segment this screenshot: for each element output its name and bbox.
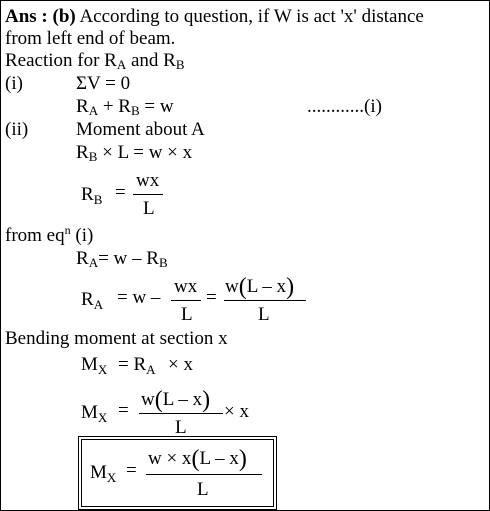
ra-fraction-bar-1 — [171, 300, 201, 301]
answer-intro-line — [5, 6, 424, 28]
mx2-numerator — [141, 387, 211, 413]
ra-sub-b: B — [158, 255, 168, 270]
ra-equation — [76, 248, 168, 270]
moment-eq-sub: B — [88, 149, 98, 164]
rb-denominator: L — [143, 198, 155, 219]
ra-fraction-equation — [81, 273, 321, 329]
mx3-lhs-inner — [90, 463, 116, 484]
eq2-rhs: = w — [139, 96, 174, 117]
intro-continuation: from left end of beam. — [5, 28, 176, 49]
step-i-number: (i) — [5, 73, 23, 94]
mx2-tail: × x — [224, 401, 249, 422]
ra-num2-body: L – x — [246, 276, 287, 297]
mx1-tail: × x — [168, 354, 193, 375]
eq2-sub-a: A — [88, 103, 99, 118]
mx1-lhs-m: M — [81, 354, 98, 375]
reaction-sub-b: B — [175, 57, 185, 72]
mx2-lhs — [81, 403, 107, 424]
eq2-plus: + R — [98, 96, 131, 117]
close-paren: ) — [286, 274, 295, 300]
ra-frac-lhs-r: R — [81, 289, 94, 310]
moment-about-a-title: Moment about A — [76, 119, 205, 140]
sum-v-equation: ΣV = 0 — [76, 73, 131, 94]
ra-mid: = w – R — [98, 248, 159, 269]
answer-label: Ans : — [5, 6, 48, 27]
ra-frac-eq2: = — [206, 287, 217, 308]
mx1-rhs-r: = R — [118, 354, 147, 375]
mx3-denominator: L — [197, 479, 209, 500]
intro-text: According to question, if W is act 'x' distance — [75, 6, 424, 27]
ra-sub-a: A — [88, 255, 99, 270]
mx2-denominator: L — [175, 417, 187, 438]
ra-r: R — [76, 248, 89, 269]
ra-frac-lhs-sub: A — [93, 297, 104, 312]
reaction-heading-text: Reaction for R — [5, 50, 117, 71]
mx-equation-2 — [81, 385, 281, 441]
mx2-lhs-m: M — [81, 402, 98, 423]
mx2-lhs-sub: X — [97, 410, 108, 425]
moment-eq-rhs: × L = w × x — [97, 142, 193, 163]
option-label: (b) — [52, 6, 76, 27]
mx1-rhs — [118, 355, 156, 376]
ra-fraction-bar-2 — [224, 300, 306, 301]
reaction-heading — [5, 50, 185, 72]
rb-lhs — [81, 185, 102, 206]
mx3-numerator — [148, 446, 247, 472]
ra-frac-num2 — [225, 274, 295, 300]
reaction-and: and R — [126, 50, 176, 71]
mx3-num-w: w × x — [148, 448, 192, 469]
bending-moment-title: Bending moment at section x — [5, 328, 228, 349]
mx2-num-w: w — [141, 389, 155, 410]
mx2-fraction-bar — [139, 413, 223, 414]
ra-frac-lhs — [81, 290, 103, 311]
rb-numerator: wx — [136, 170, 160, 191]
moment-eq-r: R — [76, 142, 89, 163]
close-paren: ) — [202, 387, 211, 413]
from-eq-ref: (i) — [70, 225, 94, 246]
equation-tag: ............(i) — [307, 96, 382, 117]
mx3-lhs-sub: X — [106, 470, 117, 485]
close-paren: ) — [238, 446, 247, 472]
mx3-lhs-m: M — [90, 462, 107, 483]
moment-equation — [76, 142, 192, 164]
reaction-sum-equation — [76, 96, 174, 118]
rb-lhs-sub: B — [93, 192, 103, 207]
open-paren: ( — [191, 446, 200, 472]
final-result-box — [81, 439, 274, 507]
mx3-num-body: L – x — [199, 448, 239, 469]
mx3-eq: = — [126, 460, 137, 481]
mx-equation-1 — [81, 353, 221, 379]
from-eq-text: from eq — [5, 225, 65, 246]
step-ii-number: (ii) — [5, 119, 29, 140]
from-equation-line — [5, 225, 93, 247]
rb-fraction-bar — [133, 194, 163, 195]
mx2-num-body: L – x — [162, 389, 203, 410]
open-paren: ( — [154, 387, 163, 413]
ra-num2-w: w — [225, 276, 239, 297]
mx1-rhs-sub: A — [146, 362, 156, 377]
mx3-fraction-bar — [146, 474, 262, 475]
mx1-lhs-sub: X — [97, 362, 108, 377]
from-eq-sup: n — [64, 223, 71, 237]
eq2-r: R — [76, 96, 89, 117]
rb-equals: = — [115, 182, 126, 203]
reaction-sub-a: A — [116, 57, 127, 72]
ra-frac-eq1: = w – — [117, 287, 161, 308]
open-paren: ( — [238, 274, 247, 300]
mx1-lhs — [81, 355, 107, 376]
ra-frac-num1: wx — [174, 276, 198, 297]
rb-lhs-r: R — [81, 184, 94, 205]
eq2-sub-b: B — [130, 103, 140, 118]
rb-fraction-equation — [81, 171, 181, 221]
ra-frac-den2: L — [258, 304, 270, 325]
mx2-eq: = — [118, 400, 129, 421]
ra-frac-den1: L — [181, 304, 193, 325]
